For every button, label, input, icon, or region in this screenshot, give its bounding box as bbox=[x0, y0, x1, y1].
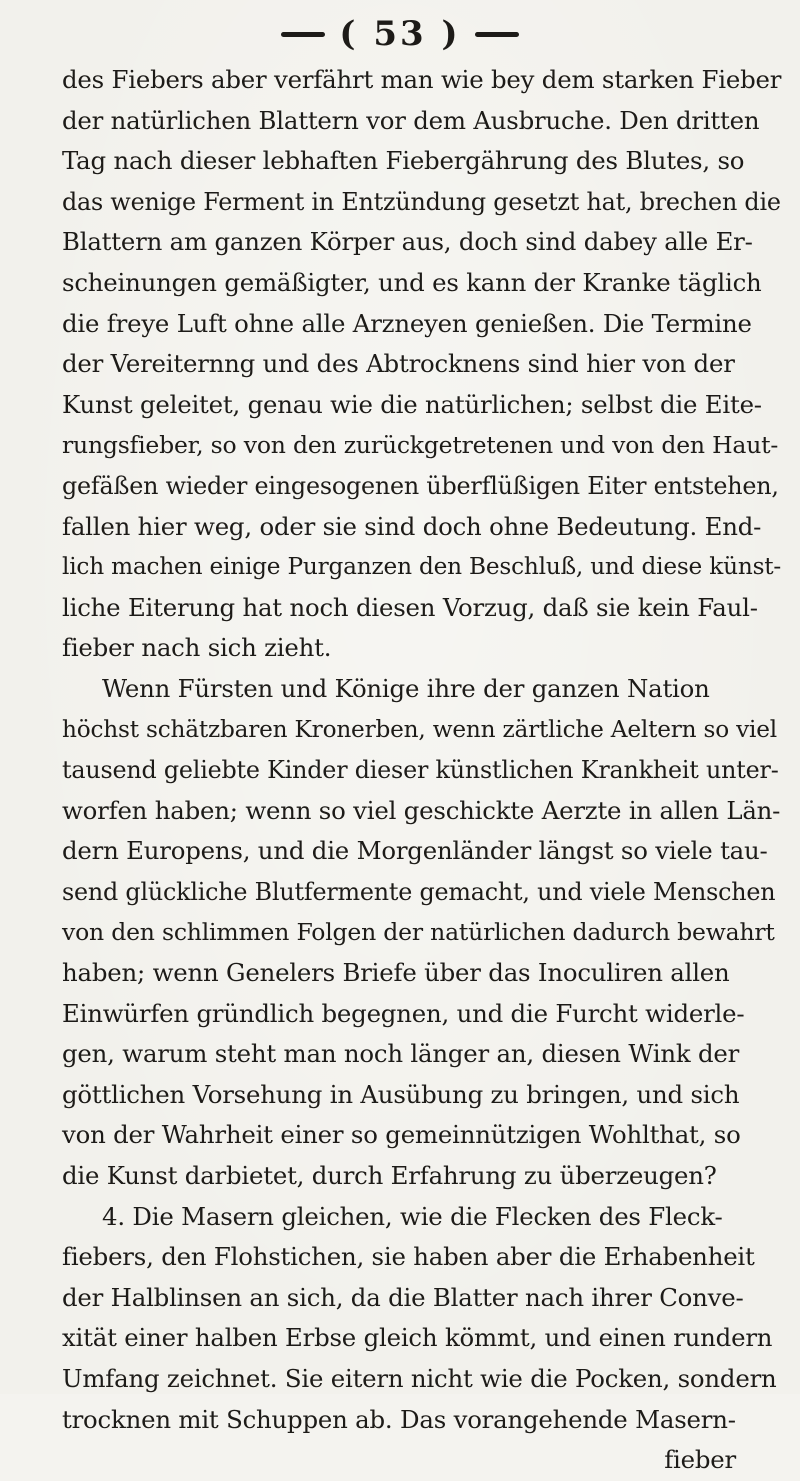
text-line-12: fallen hier weg, oder sie sind doch ohne Bedeutung. End- bbox=[62, 511, 762, 541]
text-line-8: der Vereiternng und des Abtrocknens sind hier von der bbox=[62, 349, 735, 379]
text-line-18: tausend geliebte Kinder dieser künstlichen Krankheit unter- bbox=[62, 756, 779, 785]
text-line-1: des Fiebers aber verfährt man wie bey dem starken Fieber bbox=[62, 65, 782, 94]
text-line-31: der Halblinsen an sich, da die Blatter nach ihrer Conve- bbox=[62, 1282, 744, 1312]
text-line-9: Kunst geleitet, genau wie die natürlichen; selbst die Eite- bbox=[62, 389, 762, 419]
text-line-10: rungsfieber, so von den zurückgetretenen und von den Haut- bbox=[62, 431, 779, 460]
text-line-14: liche Eiterung hat noch diesen Vorzug, daß sie kein Faul- bbox=[62, 592, 758, 622]
text-line-11: gefäßen wieder eingesogenen überflüßigen Eiter entstehen, bbox=[62, 471, 779, 500]
text-line-4: das wenige Ferment in Entzündung gesetzt hat, brechen die bbox=[62, 187, 781, 216]
right-rule bbox=[475, 32, 519, 37]
text-line-26: göttlichen Vorsehung in Ausübung zu bringen, und sich bbox=[62, 1079, 740, 1109]
left-rule bbox=[281, 32, 325, 37]
text-line-15: fieber nach sich zieht. bbox=[62, 633, 332, 663]
text-line-16: Wenn Fürsten und Könige ihre der ganzen Nation bbox=[102, 673, 710, 703]
text-line-17: höchst schätzbaren Kronerben, wenn zärtliche Aeltern so viel bbox=[62, 715, 777, 743]
text-line-34: trocknen mit Schuppen ab. Das vorangehende Masern- bbox=[62, 1404, 736, 1434]
text-line-28: die Kunst darbietet, durch Erfahrung zu überzeugen? bbox=[62, 1161, 717, 1191]
text-line-21: send glückliche Blutfermente gemacht, und viele Menschen bbox=[62, 877, 776, 906]
text-line-22: von den schlimmen Folgen der natürlichen dadurch bewahrt bbox=[62, 918, 775, 947]
text-line-32: xität einer halben Erbse gleich kömmt, und einen rundern bbox=[62, 1323, 773, 1353]
text-line-2: der natürlichen Blattern vor dem Ausbruche. Den dritten bbox=[62, 105, 760, 135]
text-line-13: lich machen einige Purganzen den Beschluß, und diese künst- bbox=[62, 553, 782, 581]
text-line-33: Umfang zeichnet. Sie eitern nicht wie die Pocken, sondern bbox=[62, 1364, 777, 1393]
text-line-30: fiebers, den Flohstichen, sie haben aber die Erhabenheit bbox=[62, 1242, 755, 1272]
text-line-27: von der Wahrheit einer so gemeinnützigen Wohlthat, so bbox=[62, 1120, 741, 1150]
text-line-29: 4. Die Masern gleichen, wie die Flecken des Fleck- bbox=[102, 1201, 723, 1231]
catchword: fieber bbox=[664, 1445, 736, 1475]
text-line-3: Tag nach dieser lebhaften Fiebergährung des Blutes, so bbox=[62, 146, 745, 176]
text-line-6: scheinungen gemäßigter, und es kann der Kranke täglich bbox=[62, 267, 762, 297]
text-line-23: haben; wenn Genelers Briefe über das Inoculiren allen bbox=[62, 958, 730, 988]
body-text bbox=[62, 60, 780, 1481]
text-line-24: Einwürfen gründlich begegnen, und die Furcht widerle- bbox=[62, 998, 745, 1028]
text-line-20: dern Europens, und die Morgenländer längst so viele tau- bbox=[62, 836, 768, 866]
page-header bbox=[0, 6, 800, 62]
page-number: ( 53 ) bbox=[339, 14, 461, 54]
text-line-7: die freye Luft ohne alle Arzneyen genießen. Die Termine bbox=[62, 308, 752, 338]
text-line-5: Blattern am ganzen Körper aus, doch sind dabey alle Er- bbox=[62, 227, 753, 257]
text-line-19: worfen haben; wenn so viel geschickte Aerzte in allen Län- bbox=[62, 795, 781, 825]
text-line-25: gen, warum steht man noch länger an, diesen Wink der bbox=[62, 1039, 740, 1069]
